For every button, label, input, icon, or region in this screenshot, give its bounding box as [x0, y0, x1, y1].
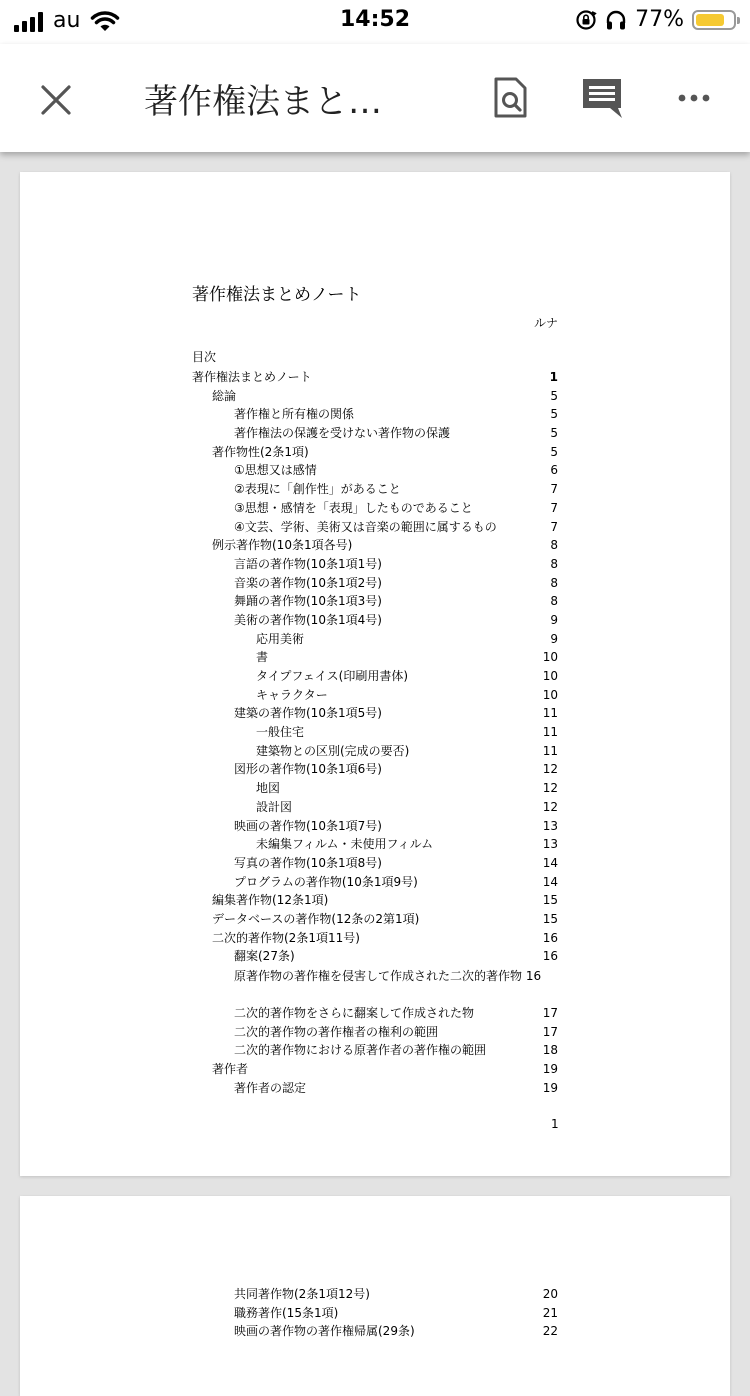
toc-entry-title: 映画の著作物の著作権帰属(29条) — [234, 1324, 415, 1339]
toc-entry-title: ②表現に「創作性」があること — [234, 482, 401, 497]
toc-entry[interactable] — [192, 947, 558, 966]
toc-entry-title: 総論 — [212, 388, 237, 403]
toc-entry[interactable] — [192, 1079, 558, 1098]
toc-entry[interactable] — [192, 1060, 558, 1079]
toc-entry-page: 7 — [550, 500, 558, 515]
toc-entry-page: 13 — [542, 818, 558, 833]
toc-entry-page: 22 — [542, 1324, 558, 1339]
toc-entry-title: 翻案(27条) — [234, 949, 295, 964]
toc-entry-page: 10 — [542, 669, 558, 683]
toc-entry-title: プログラムの著作物(10条1項9号) — [234, 874, 418, 889]
document-title: 著作権法まと… — [144, 82, 382, 122]
toc-entry-title: 言語の著作物(10条1項1号) — [234, 556, 382, 571]
toc-entry-page: 9 — [550, 631, 558, 646]
clock: 14:52 — [339, 7, 411, 32]
toc-entry-title: 二次的著作物の著作権者の権利の範囲 — [234, 1024, 439, 1039]
toc-entry-title: 未編集フィルム・未使用フィルム — [256, 837, 434, 852]
toc-entry[interactable] — [192, 648, 558, 667]
toc-entry-page: 8 — [550, 556, 558, 571]
toc-entry[interactable] — [192, 611, 558, 630]
document-page-1[interactable] — [20, 172, 730, 1176]
toc-entry[interactable] — [192, 461, 558, 480]
toc-entry-page: 5 — [550, 426, 558, 441]
toc-entry-page: 7 — [550, 482, 558, 497]
toc-entry-title: 著作権法まとめノート — [192, 370, 312, 384]
close-icon[interactable] — [34, 78, 78, 122]
toc-entry[interactable] — [192, 966, 558, 1004]
toc-entry-title: 著作者 — [212, 1062, 249, 1077]
toc-entry-title: 写真の著作物(10条1項8号) — [234, 855, 382, 870]
more-icon[interactable] — [670, 74, 718, 122]
toc-entry[interactable] — [192, 817, 558, 836]
toc-entry[interactable] — [192, 574, 558, 593]
toc-entry-page: 19 — [542, 1062, 558, 1077]
toc-entry-page: 15 — [542, 893, 558, 908]
toc-entry-page: 12 — [542, 781, 558, 796]
toc-entry-page: 6 — [550, 463, 558, 478]
document-page-2[interactable] — [20, 1196, 730, 1396]
battery-icon — [692, 10, 736, 30]
toc-entry[interactable] — [192, 854, 558, 873]
toc-entry-title: 音楽の著作物(10条1項2号) — [234, 575, 382, 590]
toc-entry[interactable] — [192, 686, 558, 705]
toc-entry[interactable] — [192, 592, 558, 611]
toc-entry-page: 18 — [542, 1043, 558, 1058]
table-of-contents — [192, 368, 558, 1097]
carrier-label: au — [53, 8, 81, 33]
toc-entry[interactable] — [192, 723, 558, 742]
toc-entry-title: 建築物との区別(完成の要否) — [256, 743, 410, 758]
toc-entry[interactable] — [192, 499, 558, 518]
toc-entry-title: 美術の著作物(10条1項4号) — [234, 612, 382, 627]
toc-entry-title: 共同著作物(2条1項12号) — [234, 1287, 370, 1301]
status-right — [575, 7, 736, 32]
toc-entry-page: 5 — [550, 388, 558, 403]
toc-entry-page: 11 — [542, 706, 558, 721]
table-of-contents-continued — [192, 1285, 558, 1341]
toc-entry[interactable] — [192, 518, 558, 537]
toc-entry[interactable] — [192, 667, 558, 686]
toc-entry-title: 著作権と所有権の関係 — [234, 407, 355, 422]
toc-entry-title: 著作者の認定 — [234, 1080, 307, 1095]
page-number: 1 — [551, 1117, 559, 1131]
toc-entry-title: キャラクター — [256, 687, 328, 702]
toc-entry-title: 著作権法の保護を受けない著作物の保護 — [234, 426, 451, 441]
document-toolbar — [0, 44, 750, 152]
toc-entry-page: 10 — [542, 650, 558, 665]
toc-entry-page: 1 — [549, 370, 558, 384]
toc-entry[interactable] — [192, 405, 558, 424]
toc-entry-page: 10 — [542, 687, 558, 702]
toc-entry[interactable] — [192, 891, 558, 910]
toc-entry-title: 映画の著作物(10条1項7号) — [234, 818, 382, 833]
toc-entry[interactable] — [192, 910, 558, 929]
toc-entry-page: 9 — [550, 612, 558, 627]
toc-entry[interactable] — [192, 929, 558, 948]
toc-entry[interactable] — [192, 1041, 558, 1060]
toc-entry-title: 原著作物の著作権を侵害して作成された二次的著作物 16 — [234, 969, 542, 983]
rotation-lock-icon — [575, 9, 597, 31]
toc-entry[interactable] — [192, 798, 558, 817]
toc-entry-title: 二次的著作物をさらに翻案して作成された物 — [234, 1006, 475, 1020]
toc-entry-page: 14 — [542, 855, 558, 870]
document-heading: 著作権法まとめノート — [192, 285, 362, 305]
toc-entry-title: 舞踊の著作物(10条1項3号) — [234, 594, 382, 609]
toc-entry-title: 二次的著作物における原著作者の著作権の範囲 — [234, 1043, 487, 1058]
toc-entry-page: 15 — [542, 911, 558, 926]
toc-entry-page: 17 — [542, 1006, 558, 1020]
headphones-icon — [605, 9, 627, 31]
toc-entry[interactable] — [192, 630, 558, 649]
toc-entry-title: 二次的著作物(2条1項11号) — [212, 930, 360, 945]
toc-entry-page: 12 — [542, 799, 558, 814]
toc-entry[interactable] — [192, 742, 558, 761]
toc-entry-page: 13 — [542, 837, 558, 852]
toc-entry-title: 地図 — [256, 781, 281, 796]
toc-entry-title: ③思想・感情を「表現」したものであること — [234, 500, 473, 515]
toc-entry-title: 職務著作(15条1項) — [234, 1305, 339, 1320]
toc-entry[interactable] — [192, 779, 558, 798]
toc-entry-page: 19 — [542, 1080, 558, 1095]
toc-entry[interactable] — [192, 555, 558, 574]
status-bar — [0, 0, 750, 44]
toc-entry-title: 図形の著作物(10条1項6号) — [234, 762, 382, 777]
toc-entry-page: 7 — [550, 519, 558, 534]
toc-entry[interactable] — [192, 1023, 558, 1042]
toc-entry-title: 設計図 — [256, 799, 293, 814]
comment-icon[interactable] — [578, 74, 626, 122]
battery-percent: 77% — [635, 7, 684, 32]
toc-entry[interactable] — [192, 1322, 558, 1341]
toc-entry-page: 8 — [550, 538, 558, 553]
toc-entry-title: 書 — [256, 650, 269, 665]
toc-entry-page: 16 — [542, 930, 558, 945]
toc-entry[interactable] — [192, 368, 558, 387]
toc-entry-page: 8 — [550, 575, 558, 590]
find-in-document-icon[interactable] — [486, 74, 534, 122]
toc-entry[interactable] — [192, 1304, 558, 1323]
toc-entry-page: 14 — [542, 874, 558, 889]
toc-entry-page: 16 — [542, 949, 558, 964]
toc-entry[interactable] — [192, 480, 558, 499]
toc-entry[interactable] — [192, 424, 558, 443]
toc-entry-title: 建築の著作物(10条1項5号) — [234, 706, 382, 721]
toc-entry[interactable] — [192, 443, 558, 462]
toc-entry[interactable] — [192, 704, 558, 723]
toc-entry-page: 21 — [542, 1305, 558, 1320]
toc-entry-title: ①思想又は感情 — [234, 463, 317, 478]
toc-entry-page: 8 — [550, 594, 558, 609]
toc-entry-page: 17 — [542, 1024, 558, 1039]
toc-entry[interactable] — [192, 536, 558, 555]
toc-entry-page: 5 — [550, 444, 558, 459]
toc-entry-page: 5 — [550, 407, 558, 422]
toc-entry-title: ④文芸、学術、美術又は音楽の範囲に属するもの — [234, 519, 497, 534]
toc-entry-title: 著作物性(2条1項) — [212, 444, 309, 459]
author-name: ルナ — [533, 316, 558, 330]
toc-entry-title: タイプフェイス(印刷用書体) — [256, 669, 409, 683]
toc-entry[interactable] — [192, 387, 558, 406]
toc-heading: 目次 — [192, 350, 217, 364]
toc-entry-page: 11 — [542, 725, 558, 740]
toc-entry[interactable] — [192, 835, 558, 854]
toc-entry-title: 応用美術 — [256, 631, 305, 646]
toc-entry[interactable] — [192, 1004, 558, 1023]
toc-entry-page: 11 — [542, 743, 558, 758]
toc-entry[interactable] — [192, 760, 558, 779]
battery-fill — [696, 14, 724, 26]
toc-entry-title: データベースの著作物(12条の2第1項) — [212, 911, 420, 926]
toc-entry[interactable] — [192, 873, 558, 892]
toc-entry-page: 20 — [542, 1287, 558, 1301]
toc-entry-title: 一般住宅 — [256, 725, 305, 740]
toc-entry-title: 例示著作物(10条1項各号) — [212, 538, 353, 553]
toc-entry-page: 12 — [542, 762, 558, 777]
toc-entry-title: 編集著作物(12条1項) — [212, 893, 329, 908]
toc-entry[interactable] — [192, 1285, 558, 1304]
